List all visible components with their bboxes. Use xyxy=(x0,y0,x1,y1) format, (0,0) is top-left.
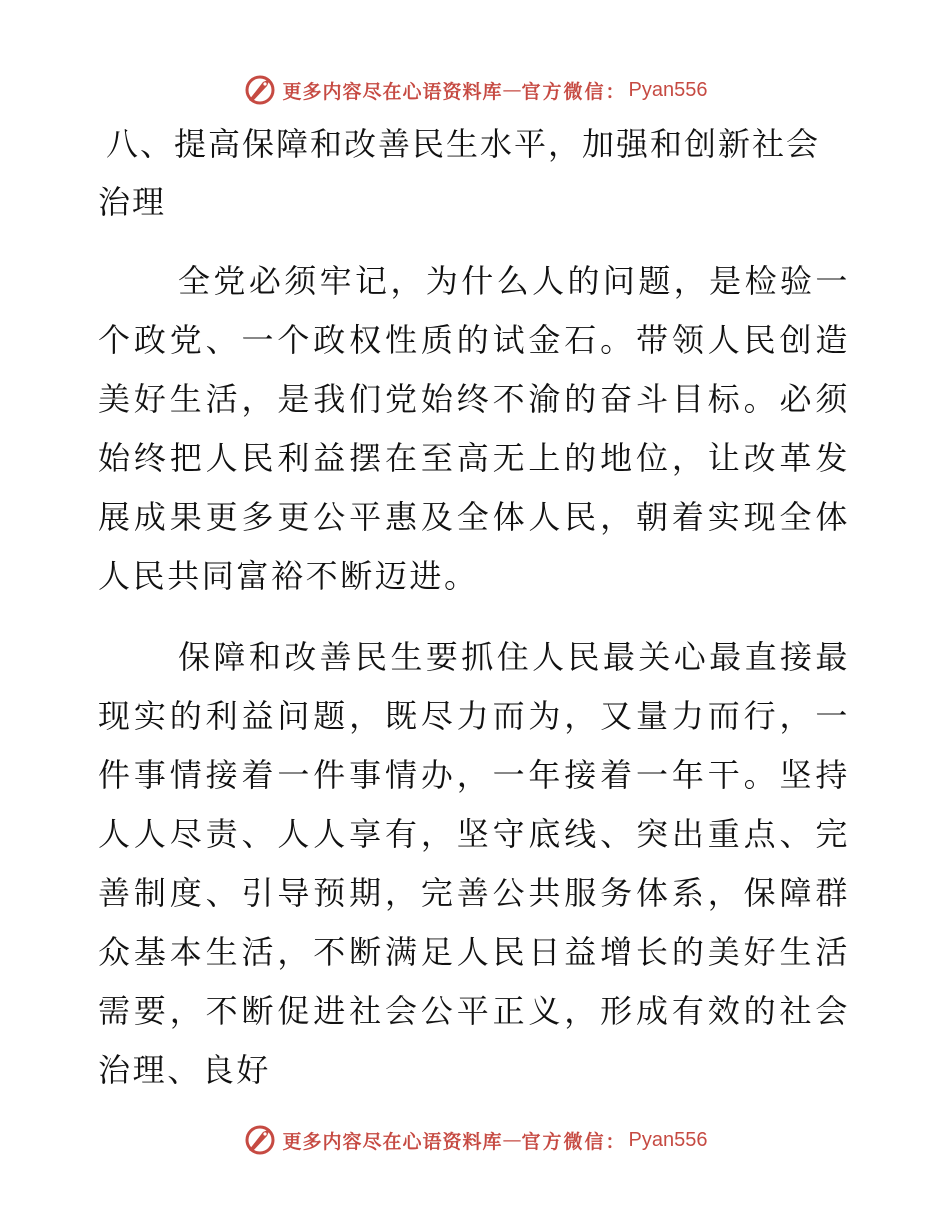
watermark-brand: 更多内容尽在心语资料库 xyxy=(282,1130,503,1153)
watermark-wechat-id: Pyan556 xyxy=(628,1128,708,1151)
paragraph-1: 全党必须牢记，为什么人的问题，是检验一个政党、一个政权性质的试金石。带领人民创造美好生活，是我们党始终不渝的奋斗目标。必须始终把人民利益摆在至高无上的地位，让改革发展成果更多更公平惠及全体人民，朝着实现全体人民共同富裕不断迈进。 xyxy=(98,262,850,595)
footer-watermark xyxy=(0,1120,950,1160)
watermark-separator: — xyxy=(502,1129,522,1151)
watermark-wechat-label: 官方微信： xyxy=(521,80,627,103)
watermark-brand: 更多内容尽在心语资料库 xyxy=(282,80,503,103)
pen-nib-circle-icon xyxy=(243,1123,277,1157)
document-body xyxy=(98,115,850,1100)
section-heading: 八、提高保障和改善民生水平，加强和创新社会治理 xyxy=(98,125,821,221)
pen-nib-circle-icon xyxy=(243,73,277,107)
paragraph-2: 保障和改善民生要抓住人民最关心最直接最现实的利益问题，既尽力而为，又量力而行，一件事情接着一件事情办，一年接着一年干。坚持人人尽责、人人享有，坚守底线、突出重点、完善制度、引导预期，完善公共服务体系，保障群众基本生活，不断满足人民日益增长的美好生活需要，不断促进社会公平正义，形成有效的社会治理、良好 xyxy=(98,638,850,1089)
watermark-separator: — xyxy=(502,79,522,101)
watermark-wechat-id: Pyan556 xyxy=(628,78,708,101)
watermark-wechat-label: 官方微信： xyxy=(521,1130,627,1153)
header-watermark xyxy=(0,70,950,110)
